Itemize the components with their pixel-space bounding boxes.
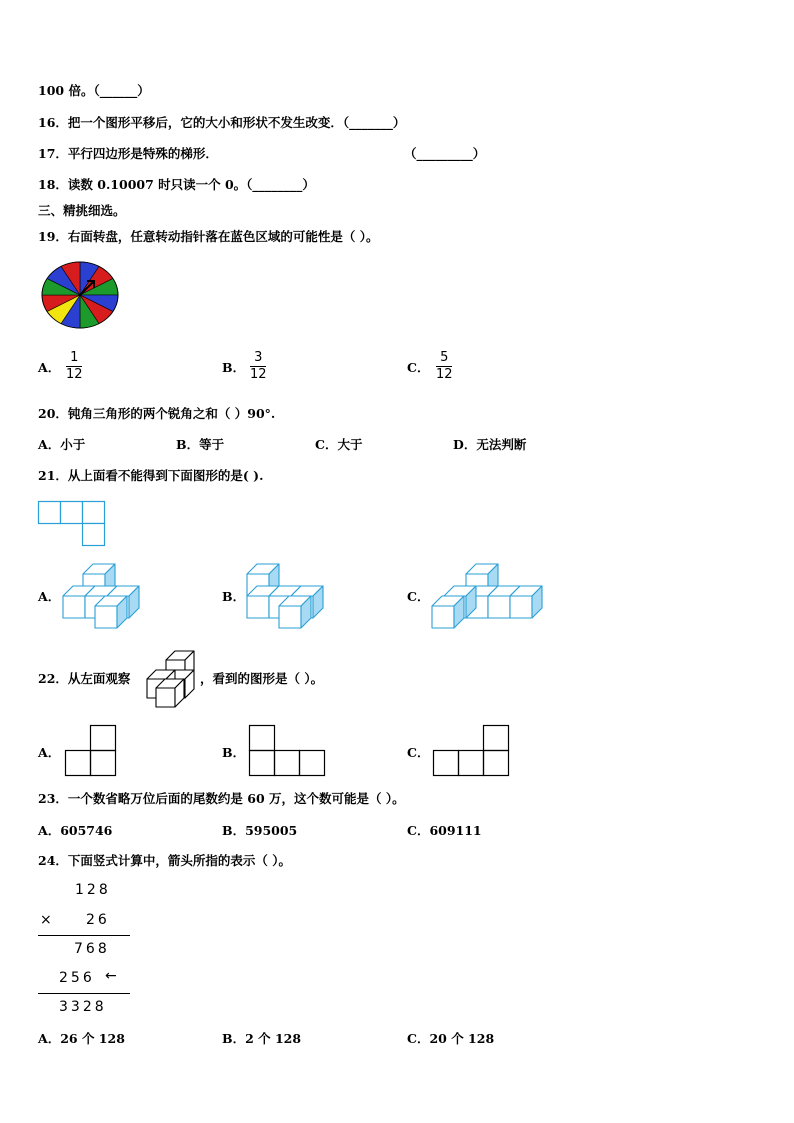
q19-option-c-fraction xyxy=(432,351,457,382)
calc-multiplier: 26 xyxy=(86,912,110,928)
q21-option-c[interactable]: C． xyxy=(407,589,430,604)
q17-text: 17．平行四边形是特殊的梯形． xyxy=(38,146,218,161)
q19-option-b[interactable]: B． xyxy=(222,360,246,375)
q24-option-a[interactable]: A．26 个 128 xyxy=(38,1031,125,1046)
q20-option-a[interactable]: A．小于 xyxy=(38,437,86,452)
q23-option-a[interactable]: A．605746 xyxy=(38,823,113,838)
q22-text-a: 22．从左面观察 xyxy=(38,671,131,686)
q21-option-b[interactable]: B． xyxy=(222,589,246,604)
calc-partial-1: 768 xyxy=(74,941,110,957)
calc-multiplicand: 128 xyxy=(75,882,111,898)
q22-option-a-figure[interactable] xyxy=(64,725,120,779)
q19-option-c[interactable]: C． xyxy=(407,360,430,375)
denominator: 12 xyxy=(250,367,267,382)
q23-option-b[interactable]: B．595005 xyxy=(222,823,298,838)
q20-option-d[interactable]: D．无法判断 xyxy=(453,437,527,452)
cube-face xyxy=(95,606,117,628)
q19-option-a-fraction xyxy=(62,351,87,382)
q15-tail: 100 倍。（______） xyxy=(38,83,150,98)
q22-option-b[interactable]: B． xyxy=(222,745,246,760)
calc-times-sign: × xyxy=(40,912,55,928)
q23-option-c[interactable]: C．609111 xyxy=(407,823,482,838)
q19-option-a[interactable]: A． xyxy=(38,360,61,375)
numerator: 3 xyxy=(250,351,266,367)
q20-text: 20．钝角三角形的两个锐角之和（ ）90°. xyxy=(38,406,276,421)
calc-rule-2 xyxy=(38,993,130,994)
q18-text: 18．读数 0.10007 时只读一个 0。（________） xyxy=(38,177,315,192)
numerator: 5 xyxy=(436,351,452,367)
q20-option-c[interactable]: C．大于 xyxy=(315,437,363,452)
cube-face xyxy=(488,596,510,618)
q22-option-c-figure[interactable] xyxy=(433,725,513,779)
q19-text: 19．右面转盘，任意转动指针落在蓝色区域的可能性是（ ）。 xyxy=(38,229,379,244)
q22-text-b: ，看到的图形是（ ）。 xyxy=(200,671,324,686)
calc-rule-1 xyxy=(38,935,130,936)
section-3-heading: 三、精挑细选。 xyxy=(38,203,126,218)
cube-face xyxy=(247,596,269,618)
calc-arrow-icon: ← xyxy=(105,968,120,984)
cube-face xyxy=(432,606,454,628)
spinner-figure xyxy=(42,262,118,328)
q24-option-c[interactable]: C．20 个 128 xyxy=(407,1031,495,1046)
q24-option-b[interactable]: B．2 个 128 xyxy=(222,1031,302,1046)
q21-text: 21．从上面看不能得到下面图形的是( ). xyxy=(38,468,264,483)
q21-option-a-cubes[interactable] xyxy=(61,563,151,631)
calc-product: 3328 xyxy=(59,999,107,1015)
q22-option-c[interactable]: C． xyxy=(407,745,430,760)
q21-option-a[interactable]: A． xyxy=(38,589,61,604)
calc-partial-2: 256 xyxy=(59,970,95,986)
q22-option-b-figure[interactable] xyxy=(249,725,329,779)
denominator: 12 xyxy=(66,367,83,382)
q19-option-b-fraction xyxy=(246,351,271,382)
q17-blank[interactable]: （_________） xyxy=(404,146,486,161)
q23-text: 23．一个数省略万位后面的尾数约是 60 万，这个数可能是（ ）。 xyxy=(38,791,405,806)
cube-face xyxy=(510,596,532,618)
numerator: 1 xyxy=(66,351,82,367)
cube-face xyxy=(156,688,175,707)
q22-cube-figure xyxy=(138,648,202,710)
q16-text: 16．把一个图形平移后，它的大小和形状不发生改变．（_______） xyxy=(38,115,406,130)
q21-option-c-cubes[interactable] xyxy=(430,563,555,631)
q20-option-b[interactable]: B．等于 xyxy=(176,437,225,452)
q24-text: 24．下面竖式计算中，箭头所指的表示（ ）。 xyxy=(38,853,291,868)
q22-option-a[interactable]: A． xyxy=(38,745,61,760)
cube-face xyxy=(279,606,301,628)
denominator: 12 xyxy=(436,367,453,382)
q21-top-view-figure xyxy=(38,501,108,547)
cube-face xyxy=(63,596,85,618)
q21-option-b-cubes[interactable] xyxy=(245,563,335,631)
